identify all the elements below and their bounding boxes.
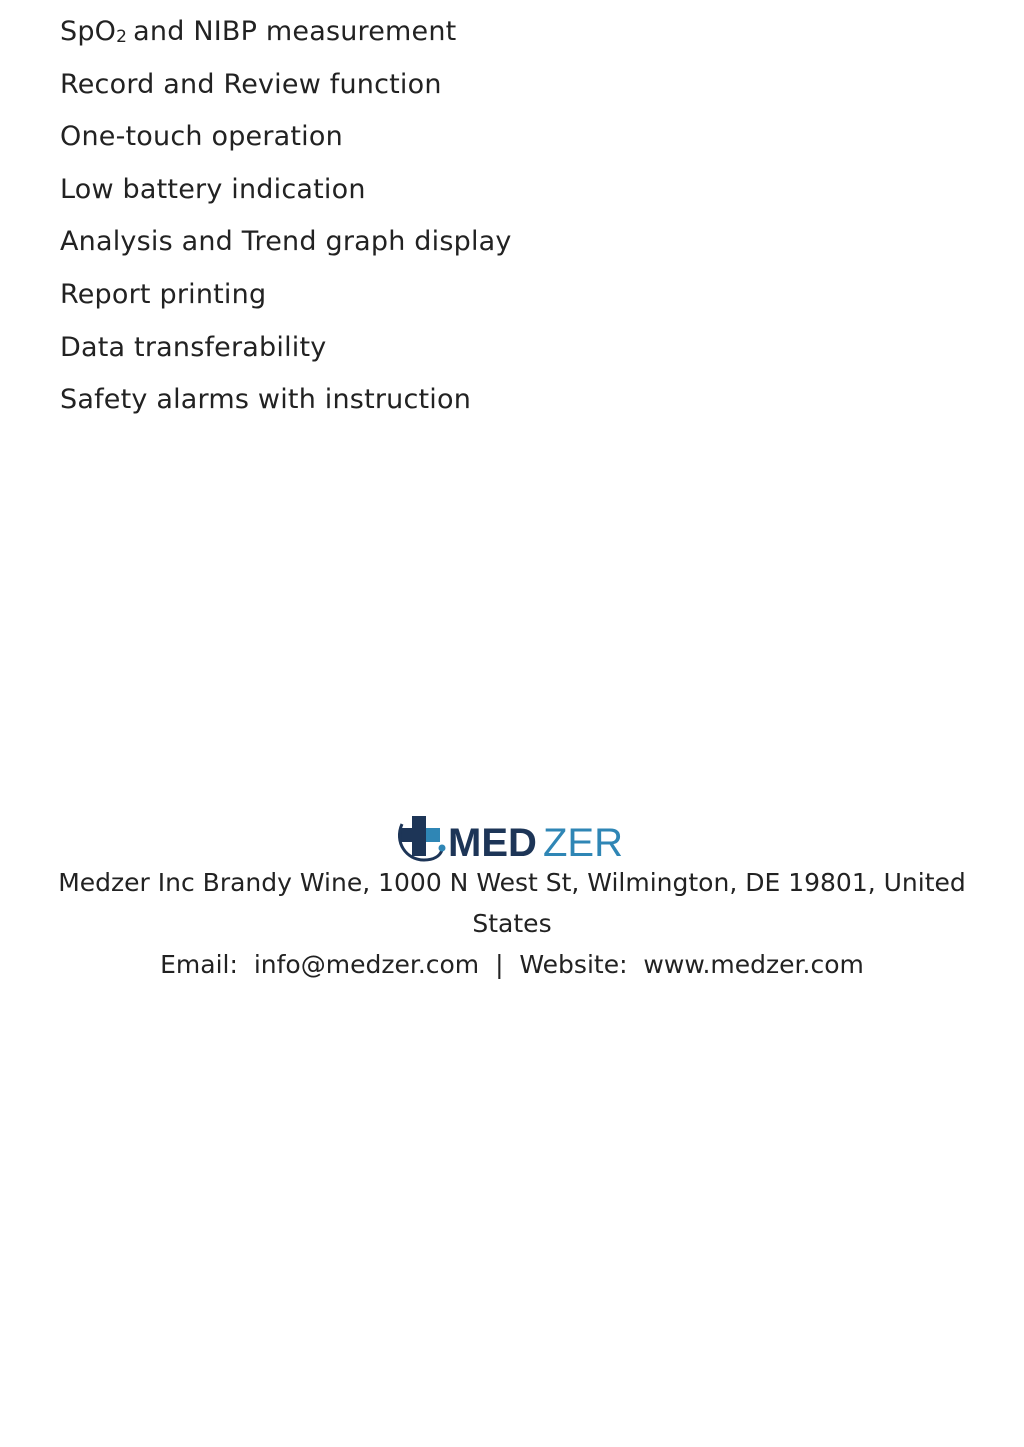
feature-spo2-prefix: SpO [60, 16, 117, 47]
footer [0, 862, 1024, 985]
medical-cross-highlight-icon [426, 828, 440, 842]
logo-text-bold: MED [448, 821, 537, 865]
logo-text-light: ZER [543, 821, 623, 865]
feature-item: Report printing [60, 278, 267, 310]
medzer-logo-graphic [396, 812, 628, 868]
email-link[interactable]: info@medzer.com [253, 950, 480, 979]
website-label: Website: [519, 950, 628, 979]
email-label: Email: [160, 950, 238, 979]
website-link[interactable]: www.medzer.com [643, 950, 864, 979]
feature-list [60, 6, 512, 427]
company-address: Medzer Inc Brandy Wine, 1000 N West St, Wilmington, DE 19801, United States [58, 868, 966, 938]
stethoscope-head-icon [439, 845, 446, 852]
feature-item: Analysis and Trend graph display [60, 226, 512, 258]
feature-item: Safety alarms with instruction [60, 384, 472, 416]
feature-item: Data transferability [60, 331, 327, 363]
feature-spo2-subscript: 2 [116, 27, 128, 47]
feature-item: One-touch operation [60, 121, 343, 153]
contact-separator: | [495, 950, 504, 979]
medzer-logo [396, 812, 628, 868]
feature-item: Record and Review function [60, 68, 442, 100]
contact-line [0, 944, 1024, 985]
feature-spo2-rest: and NIBP measurement [133, 16, 457, 47]
feature-item-spo2-nibp [60, 6, 512, 59]
feature-item: Low battery indication [60, 173, 366, 205]
